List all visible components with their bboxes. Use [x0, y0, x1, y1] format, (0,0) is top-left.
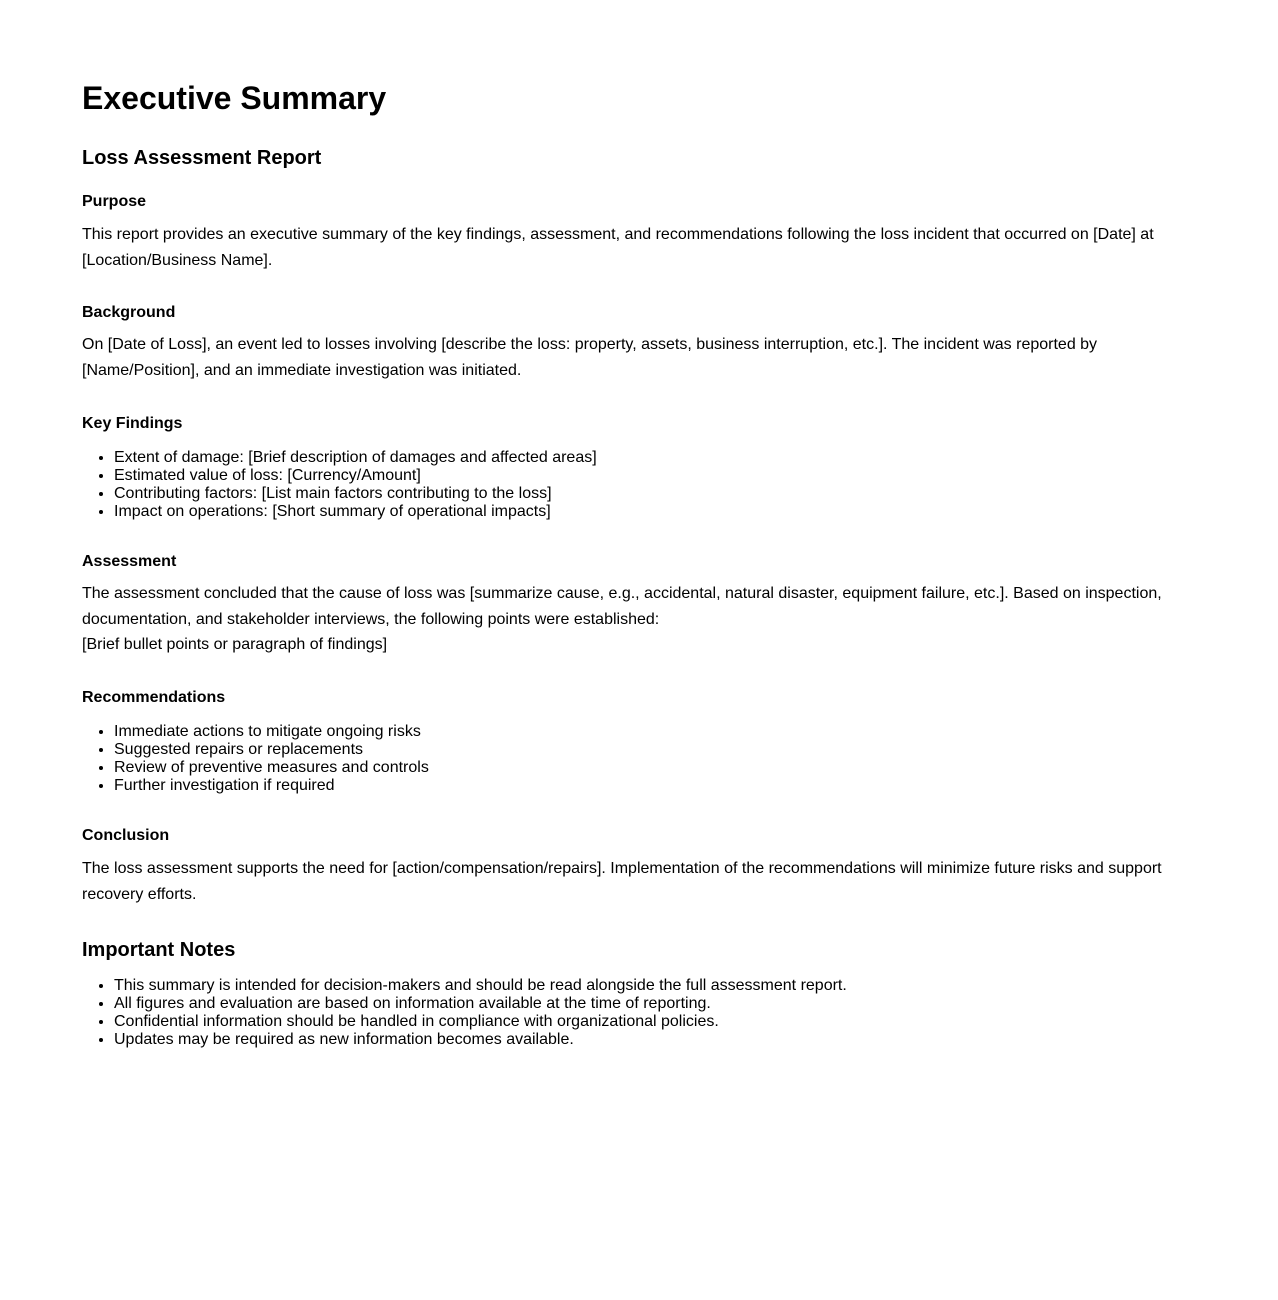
page-title: Executive Summary	[82, 80, 387, 116]
report-subtitle: Loss Assessment Report	[82, 147, 322, 169]
conclusion-text: The loss assessment supports the need for [action/compensation/repairs]. Implementation of the recommendations will minimize future risks and support recovery efforts.	[82, 860, 1162, 903]
list-item: • Further investigation if required	[114, 777, 429, 795]
important-notes-list	[82, 977, 847, 1049]
purpose-text: This report provides an executive summary of the key findings, assessment, and recommendations following the loss incident that occurred on [Date] at [Location/Business Name].	[82, 226, 1154, 269]
conclusion-heading: Conclusion	[82, 827, 170, 844]
list-item: • Review of preventive measures and controls	[114, 759, 429, 777]
list-item: • Impact on operations: [Short summary of operational impacts]	[114, 503, 597, 521]
key-findings-list	[82, 449, 597, 521]
recommendations-list	[82, 723, 429, 795]
background-heading: Background	[82, 304, 176, 321]
list-item: • Estimated value of loss: [Currency/Amount]	[114, 467, 597, 485]
list-item: • Updates may be required as new information becomes available.	[114, 1031, 847, 1049]
important-notes-heading: Important Notes	[82, 939, 236, 961]
list-item: • Contributing factors: [List main factors contributing to the loss]	[114, 485, 597, 503]
list-item: • All figures and evaluation are based on information available at the time of reporting.	[114, 995, 847, 1013]
background-text: On [Date of Loss], an event led to losses involving [describe the loss: property, assets, business interruption, etc.]. The incident was reported by [Name/Position], and an immediate investigation was initiated.	[82, 336, 1098, 379]
assessment-findings-text: [Brief bullet points or paragraph of findings]	[82, 636, 388, 653]
recommendations-heading: Recommendations	[82, 689, 226, 706]
assessment-text: The assessment concluded that the cause of loss was [summarize cause, e.g., accidental, natural disaster, equipment failure, etc.]. Based on inspection, documentation, and stakeholder interviews, the following points were established:	[82, 585, 1162, 628]
purpose-heading: Purpose	[82, 193, 147, 210]
list-item: • Extent of damage: [Brief description of damages and affected areas]	[114, 449, 597, 467]
list-item: • Immediate actions to mitigate ongoing risks	[114, 723, 429, 741]
key-findings-heading: Key Findings	[82, 415, 183, 432]
assessment-heading: Assessment	[82, 553, 177, 570]
list-item: • Confidential information should be handled in compliance with organizational policies.	[114, 1013, 847, 1031]
list-item: • This summary is intended for decision-makers and should be read alongside the full assessment report.	[114, 977, 847, 995]
list-item: • Suggested repairs or replacements	[114, 741, 429, 759]
